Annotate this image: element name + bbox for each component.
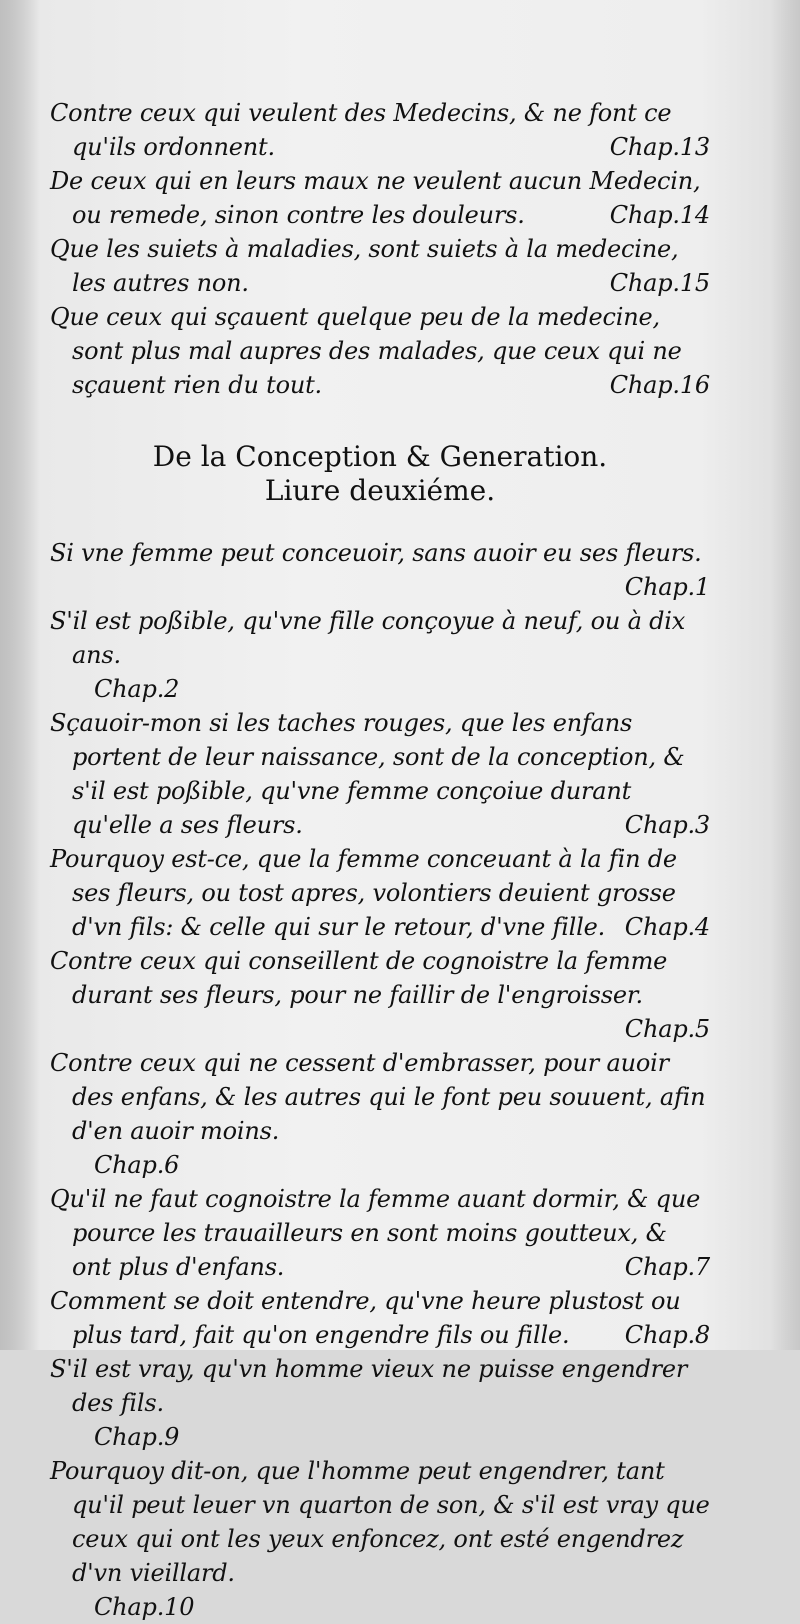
toc-entry [50, 604, 710, 706]
toc-entry [50, 944, 710, 1046]
chapter-number: Chap.1 [624, 573, 710, 601]
toc-entry [50, 1352, 710, 1454]
chapter-number: Chap.13 [609, 133, 710, 161]
chapter-number: Chap.7 [624, 1253, 710, 1281]
toc-entry-text: Qu'il ne faut cognoistre la femme auant dormir, & que pource les trauailleurs en sont moins goutteux, & ont plus d'enfans. [50, 1185, 701, 1281]
toc-entry-text: S'il est vray, qu'vn homme vieux ne puisse engendrer des fils. [50, 1355, 688, 1417]
section-subtitle: Liure deuxiéme. [264, 474, 496, 507]
toc-entry-text: Pourquoy dit-on, que l'homme peut engendrer, tant qu'il peut leuer vn quarton de son, & s'il est vray que ceux qui ont les yeux enfoncez, ont esté engendrez d'vn vieillard. [50, 1457, 710, 1587]
toc-entry [50, 706, 710, 842]
toc-entry-text: Contre ceux qui conseillent de cognoistre la femme durant ses fleurs, pour ne faillir de l'engroisser. [50, 947, 668, 1009]
toc-entry [50, 1284, 710, 1352]
page-edge-shadow [770, 0, 800, 1350]
toc-entry-text: Contre ceux qui veulent des Medecins, & ne font ce qu'ils ordonnent. [50, 99, 672, 161]
toc-entry [50, 96, 710, 164]
chapter-number: Chap.9 [94, 1423, 180, 1451]
chapter-number: Chap.15 [609, 269, 710, 297]
chapter-number: Chap.4 [624, 913, 710, 941]
toc-entry [50, 1454, 710, 1624]
toc-entry-text: Si vne femme peut conceuoir, sans auoir eu ses fleurs. [50, 539, 702, 567]
toc-entry-text: Contre ceux qui ne cessent d'embrasser, pour auoir des enfans, & les autres qui le font peu souuent, afin d'en auoir moins. [50, 1049, 706, 1145]
toc-entry [50, 1182, 710, 1284]
toc-entry [50, 300, 710, 402]
toc-entry-text: De ceux qui en leurs maux ne veulent aucun Medecin, ou remede, sinon contre les douleurs. [50, 167, 701, 229]
chapter-number: Chap.16 [609, 371, 710, 399]
toc-entry-text: Que ceux qui sçauent quelque peu de la medecine, sont plus mal aupres des malades, que ceux qui ne sçauent rien du tout. [50, 303, 682, 399]
table-of-contents [50, 96, 710, 1624]
chapter-number: Chap.6 [94, 1151, 180, 1179]
toc-entry [50, 536, 710, 604]
toc-entry-text: Comment se doit entendre, qu'vne heure plustost ou plus tard, fait qu'on engendre fils ou fille. [50, 1287, 681, 1349]
chapter-number: Chap.8 [624, 1321, 710, 1349]
section-title: De la Conception & Generation. [152, 440, 608, 473]
toc-entry [50, 842, 710, 944]
toc-entry-text: Que les suiets à maladies, sont suiets à la medecine, les autres non. [50, 235, 679, 297]
chapter-number: Chap.10 [94, 1593, 195, 1621]
toc-entry-text: S'il est poßible, qu'vne fille conçoyue à neuf, ou à dix ans. [50, 607, 686, 669]
chapter-number: Chap.3 [624, 811, 710, 839]
toc-entry-text: Pourquoy est-ce, que la femme conceuant à la fin de ses fleurs, ou tost apres, volontiers deuient grosse d'vn fils: & celle qui sur le retour, d'vne fille. [50, 845, 677, 941]
toc-entry [50, 1046, 710, 1182]
chapter-number: Chap.14 [609, 201, 710, 229]
chapter-number: Chap.5 [624, 1015, 710, 1043]
toc-entry-text: Sçauoir-mon si les taches rouges, que les enfans portent de leur naissance, sont de la conception, & s'il est poßible, qu'vne femme conçoiue durant qu'elle a ses fleurs. [50, 709, 685, 839]
chapter-number: Chap.2 [94, 675, 180, 703]
toc-entry [50, 164, 710, 232]
page-gutter-shadow [0, 0, 40, 1350]
toc-entry [50, 232, 710, 300]
